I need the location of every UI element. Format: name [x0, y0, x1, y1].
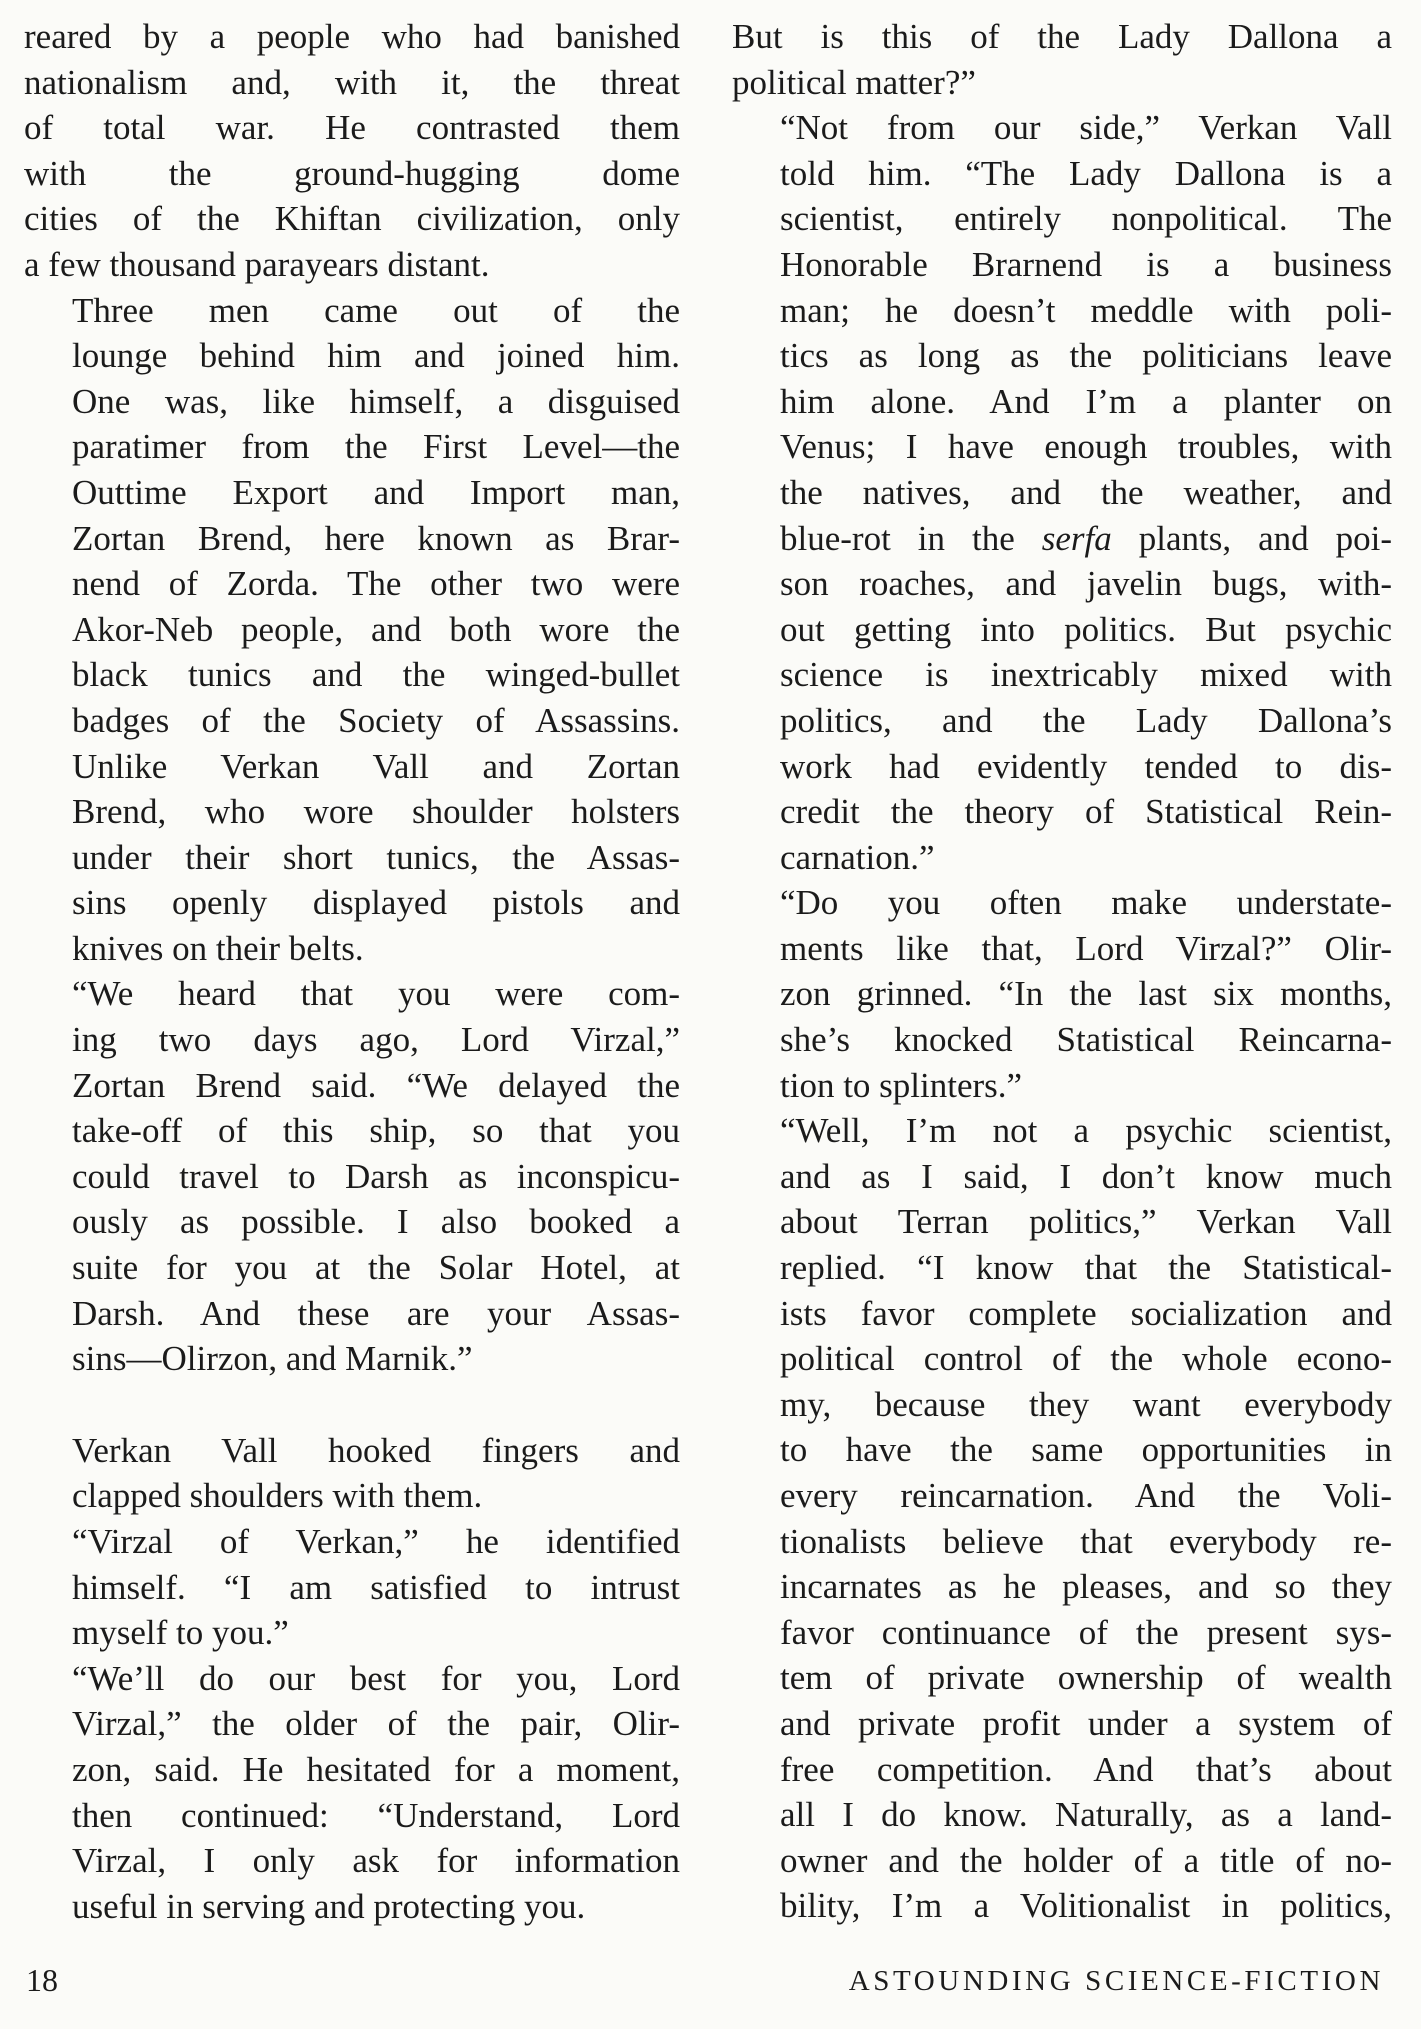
text-line: about Terran politics,” Verkan Vall — [780, 1202, 1392, 1242]
text-line: Brend, who wore shoulder holsters — [72, 792, 680, 832]
text-line: Three men came out of the — [72, 290, 680, 330]
text-line: cities of the Khiftan civilization, only — [24, 199, 680, 239]
text-line: the natives, and the weather, and — [780, 472, 1392, 512]
text-line: every reincarnation. And the Voli- — [780, 1476, 1392, 1515]
text-line: him alone. And I’m a planter on — [780, 381, 1392, 421]
lines-group-b — [732, 561, 1392, 880]
text-line: zon grinned. “In the last six months, — [780, 974, 1392, 1014]
text-line: to have the same opportunities in — [780, 1430, 1392, 1470]
text-line: replied. “I know that the Statistical- — [780, 1248, 1392, 1288]
paragraph-well — [732, 1108, 1392, 1929]
text-line: suite for you at the Solar Hotel, at — [72, 1248, 680, 1288]
text-line: ments like that, Lord Virzal?” Olir- — [780, 928, 1392, 968]
paragraph-zortan-brend — [24, 971, 680, 1381]
text-line: ing two days ago, Lord Virzal,” — [72, 1020, 680, 1060]
text-line: useful in serving and protecting you. — [72, 1886, 586, 1926]
italic-serfa: serfa — [1041, 518, 1112, 558]
text-line: myself to you.” — [72, 1613, 289, 1653]
text-line: she’s knocked Statistical Reincarna- — [780, 1020, 1392, 1060]
text-line: Zortan Brend, here known as Brar- — [72, 518, 680, 558]
text-line: a few thousand parayears distant. — [24, 244, 490, 284]
paragraph-political-matter — [732, 14, 1392, 105]
paragraph-three-men — [24, 288, 680, 972]
text-line: sins—Olirzon, and Marnik.” — [72, 1339, 473, 1379]
paragraph-understatements — [732, 880, 1392, 1108]
text-line: owner and the holder of a title of no- — [780, 1840, 1392, 1880]
text-line: take-off of this ship, so that you — [72, 1111, 680, 1151]
paragraph-identified — [24, 1519, 680, 1656]
text-line: One was, like himself, a disguised — [72, 381, 680, 421]
text-line: badges of the Society of Assassins. — [72, 700, 680, 740]
running-title: ASTOUNDING SCIENCE-FICTION — [848, 1965, 1384, 1997]
text-line: knives on their belts. — [72, 928, 364, 968]
text-line: then continued: “Understand, Lord — [72, 1795, 680, 1835]
text-line: Unlike Verkan Vall and Zortan — [72, 746, 680, 786]
text-line: “Not from our side,” Verkan Vall — [780, 108, 1392, 148]
text-line: Venus; I have enough troubles, with — [780, 427, 1392, 467]
text-line: paratimer from the First Level—the — [72, 427, 680, 467]
paragraph-olirzon — [24, 1656, 680, 1930]
text-line: Zortan Brend said. “We delayed the — [72, 1065, 680, 1105]
left-column — [24, 14, 680, 1929]
text-line: man; he doesn’t meddle with poli- — [780, 290, 1392, 330]
text-line: and private profit under a system of — [780, 1703, 1392, 1743]
text-line: nationalism and, with it, the threat — [24, 62, 680, 102]
text-line: ists favor complete socialization and — [780, 1293, 1392, 1333]
text-line: tionalists believe that everybody re- — [780, 1521, 1392, 1561]
text-line: Outtime Export and Import man, — [72, 472, 680, 512]
text-line: my, because they want everybody — [780, 1384, 1392, 1424]
text-line: ously as possible. I also booked a — [72, 1202, 680, 1242]
paragraph-continued — [24, 14, 680, 288]
text-line: tion to splinters.” — [780, 1065, 1023, 1105]
text-line: reared by a people who had banished — [24, 17, 680, 56]
text-line: zon, said. He hesitated for a moment, — [72, 1749, 680, 1789]
text-line: all I do know. Naturally, as a land- — [780, 1795, 1392, 1835]
text-line: favor continuance of the present sys- — [780, 1612, 1392, 1652]
text-line: free competition. And that’s about — [780, 1749, 1392, 1789]
text-line: political control of the whole econo- — [780, 1339, 1392, 1379]
text-line: carnation.” — [780, 837, 935, 877]
text-line: “We’ll do our best for you, Lord — [72, 1658, 680, 1698]
text-line: “Virzal of Verkan,” he identified — [72, 1522, 680, 1561]
text-line: “We heard that you were com- — [72, 974, 680, 1014]
text-line: scientist, entirely nonpolitical. The — [780, 199, 1392, 239]
text-line: black tunics and the winged-bullet — [72, 655, 680, 695]
text-line: science is inextricably mixed with — [780, 655, 1392, 695]
text-line: Akor-Neb people, and both wore the — [72, 609, 680, 649]
text-line: told him. “The Lady Dallona is a — [780, 153, 1392, 193]
text-line: “Do you often make understate- — [780, 883, 1392, 923]
text-line: Virzal, I only ask for information — [72, 1841, 680, 1881]
lines-group-a — [732, 105, 1392, 515]
text-line: But is this of the Lady Dallona a — [732, 17, 1392, 56]
text-line: “Well, I’m not a psychic scientist, — [780, 1111, 1392, 1151]
text-line: Virzal,” the older of the pair, Olir- — [72, 1704, 680, 1744]
text-before-italic: blue-rot in the — [780, 518, 1042, 558]
text-after-italic: plants, and poi- — [1111, 518, 1392, 558]
text-line: Verkan Vall hooked fingers and — [72, 1430, 680, 1470]
text-line: son roaches, and javelin bugs, with- — [780, 564, 1392, 604]
page-number: 18 — [26, 1962, 58, 1998]
text-line: of total war. He contrasted them — [24, 108, 680, 148]
text-line: tem of private ownership of wealth — [780, 1658, 1392, 1698]
paragraph-not-from-our-side — [732, 105, 1392, 880]
text-line: Darsh. And these are your Assas- — [72, 1293, 680, 1333]
text-line: and as I said, I don’t know much — [780, 1156, 1392, 1196]
text-line: clapped shoulders with them. — [72, 1476, 483, 1516]
text-line: bility, I’m a Volitionalist in politics, — [780, 1886, 1392, 1926]
text-line: politics, and the Lady Dallona’s — [780, 700, 1392, 740]
text-line: could travel to Darsh as inconspicu- — [72, 1156, 680, 1196]
text-line: out getting into politics. But psychic — [780, 609, 1392, 649]
text-line: credit the theory of Statistical Rein- — [780, 792, 1392, 832]
text-line: with the ground-hugging dome — [24, 153, 680, 193]
text-line: Honorable Brarnend is a business — [780, 244, 1392, 284]
text-line: nend of Zorda. The other two were — [72, 564, 680, 604]
text-line: lounge behind him and joined him. — [72, 336, 680, 376]
line-serfa — [732, 516, 1392, 562]
text-line: work had evidently tended to dis- — [780, 746, 1392, 786]
text-line: political matter?” — [732, 62, 976, 102]
text-line: tics as long as the politicians leave — [780, 336, 1392, 376]
right-column — [732, 14, 1392, 1929]
text-line: under their short tunics, the Assas- — [72, 837, 680, 877]
text-line: sins openly displayed pistols and — [72, 883, 680, 923]
paragraph-hooked-fingers — [24, 1428, 680, 1519]
text-line: himself. “I am satisfied to intrust — [72, 1567, 680, 1607]
text-line: incarnates as he pleases, and so they — [780, 1567, 1392, 1607]
